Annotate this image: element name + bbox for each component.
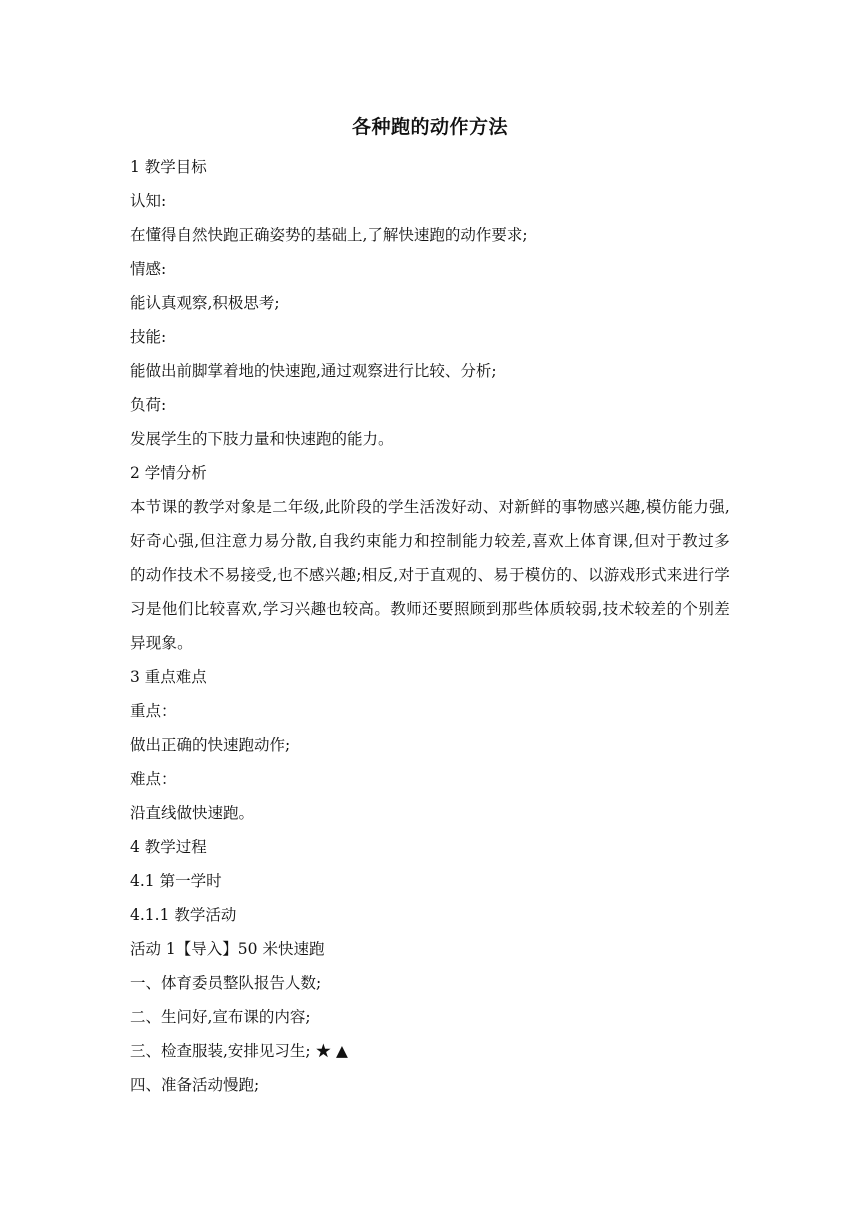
text-load: 发展学生的下肢力量和快速跑的能力。 [130, 430, 394, 448]
section-heading-keypoints: 3 重点难点 [130, 668, 207, 686]
label-skill: 技能: [130, 328, 167, 346]
step-3: 三、检查服装,安排见习生; ★ ▲ [130, 1042, 348, 1060]
label-load: 负荷: [130, 396, 167, 414]
label-keypoint: 重点： [130, 702, 177, 720]
subsection-first-lesson: 4.1 第一学时 [130, 872, 222, 890]
section-heading-objectives: 1 教学目标 [130, 158, 207, 176]
document-title: 各种跑的动作方法 [351, 116, 508, 138]
text-skill: 能做出前脚掌着地的快速跑,通过观察进行比较、分析; [130, 362, 497, 380]
text-emotion: 能认真观察,积极思考; [130, 294, 280, 312]
subsection-activities: 4.1.1 教学活动 [130, 906, 237, 924]
section-heading-process: 4 教学过程 [130, 838, 207, 856]
activity-heading: 活动 1【导入】50 米快速跑 [130, 940, 325, 958]
text-cognition: 在懂得自然快跑正确姿势的基础上,了解快速跑的动作要求; [130, 226, 528, 244]
label-difficulty: 难点： [130, 770, 177, 788]
document-page [130, 110, 730, 1102]
step-4: 四、准备活动慢跑; [130, 1076, 260, 1094]
step-1: 一、体育委员整队报告人数; [130, 974, 322, 992]
label-emotion: 情感: [130, 260, 167, 278]
text-keypoint: 做出正确的快速跑动作; [130, 736, 291, 754]
analysis-paragraph: 本节课的教学对象是二年级,此阶段的学生活泼好动、对新鲜的事物感兴趣,模仿能力强,好奇心强,但注意力易分散,自我约束能力和控制能力较差,喜欢上体育课,但对于教过多的动作技术不易接受,也不感兴趣;相反,对于直观的、易于模仿的、以游戏形式来进行学习是他们比较喜欢,学习兴趣也较高。教师还要照顾到那些体质较弱,技术较差的个别差异现象。 [130, 498, 730, 652]
text-difficulty: 沿直线做快速跑。 [130, 804, 255, 822]
step-2: 二、生问好,宣布课的内容; [130, 1008, 311, 1026]
section-heading-analysis: 2 学情分析 [130, 464, 207, 482]
label-cognition: 认知: [130, 192, 167, 210]
